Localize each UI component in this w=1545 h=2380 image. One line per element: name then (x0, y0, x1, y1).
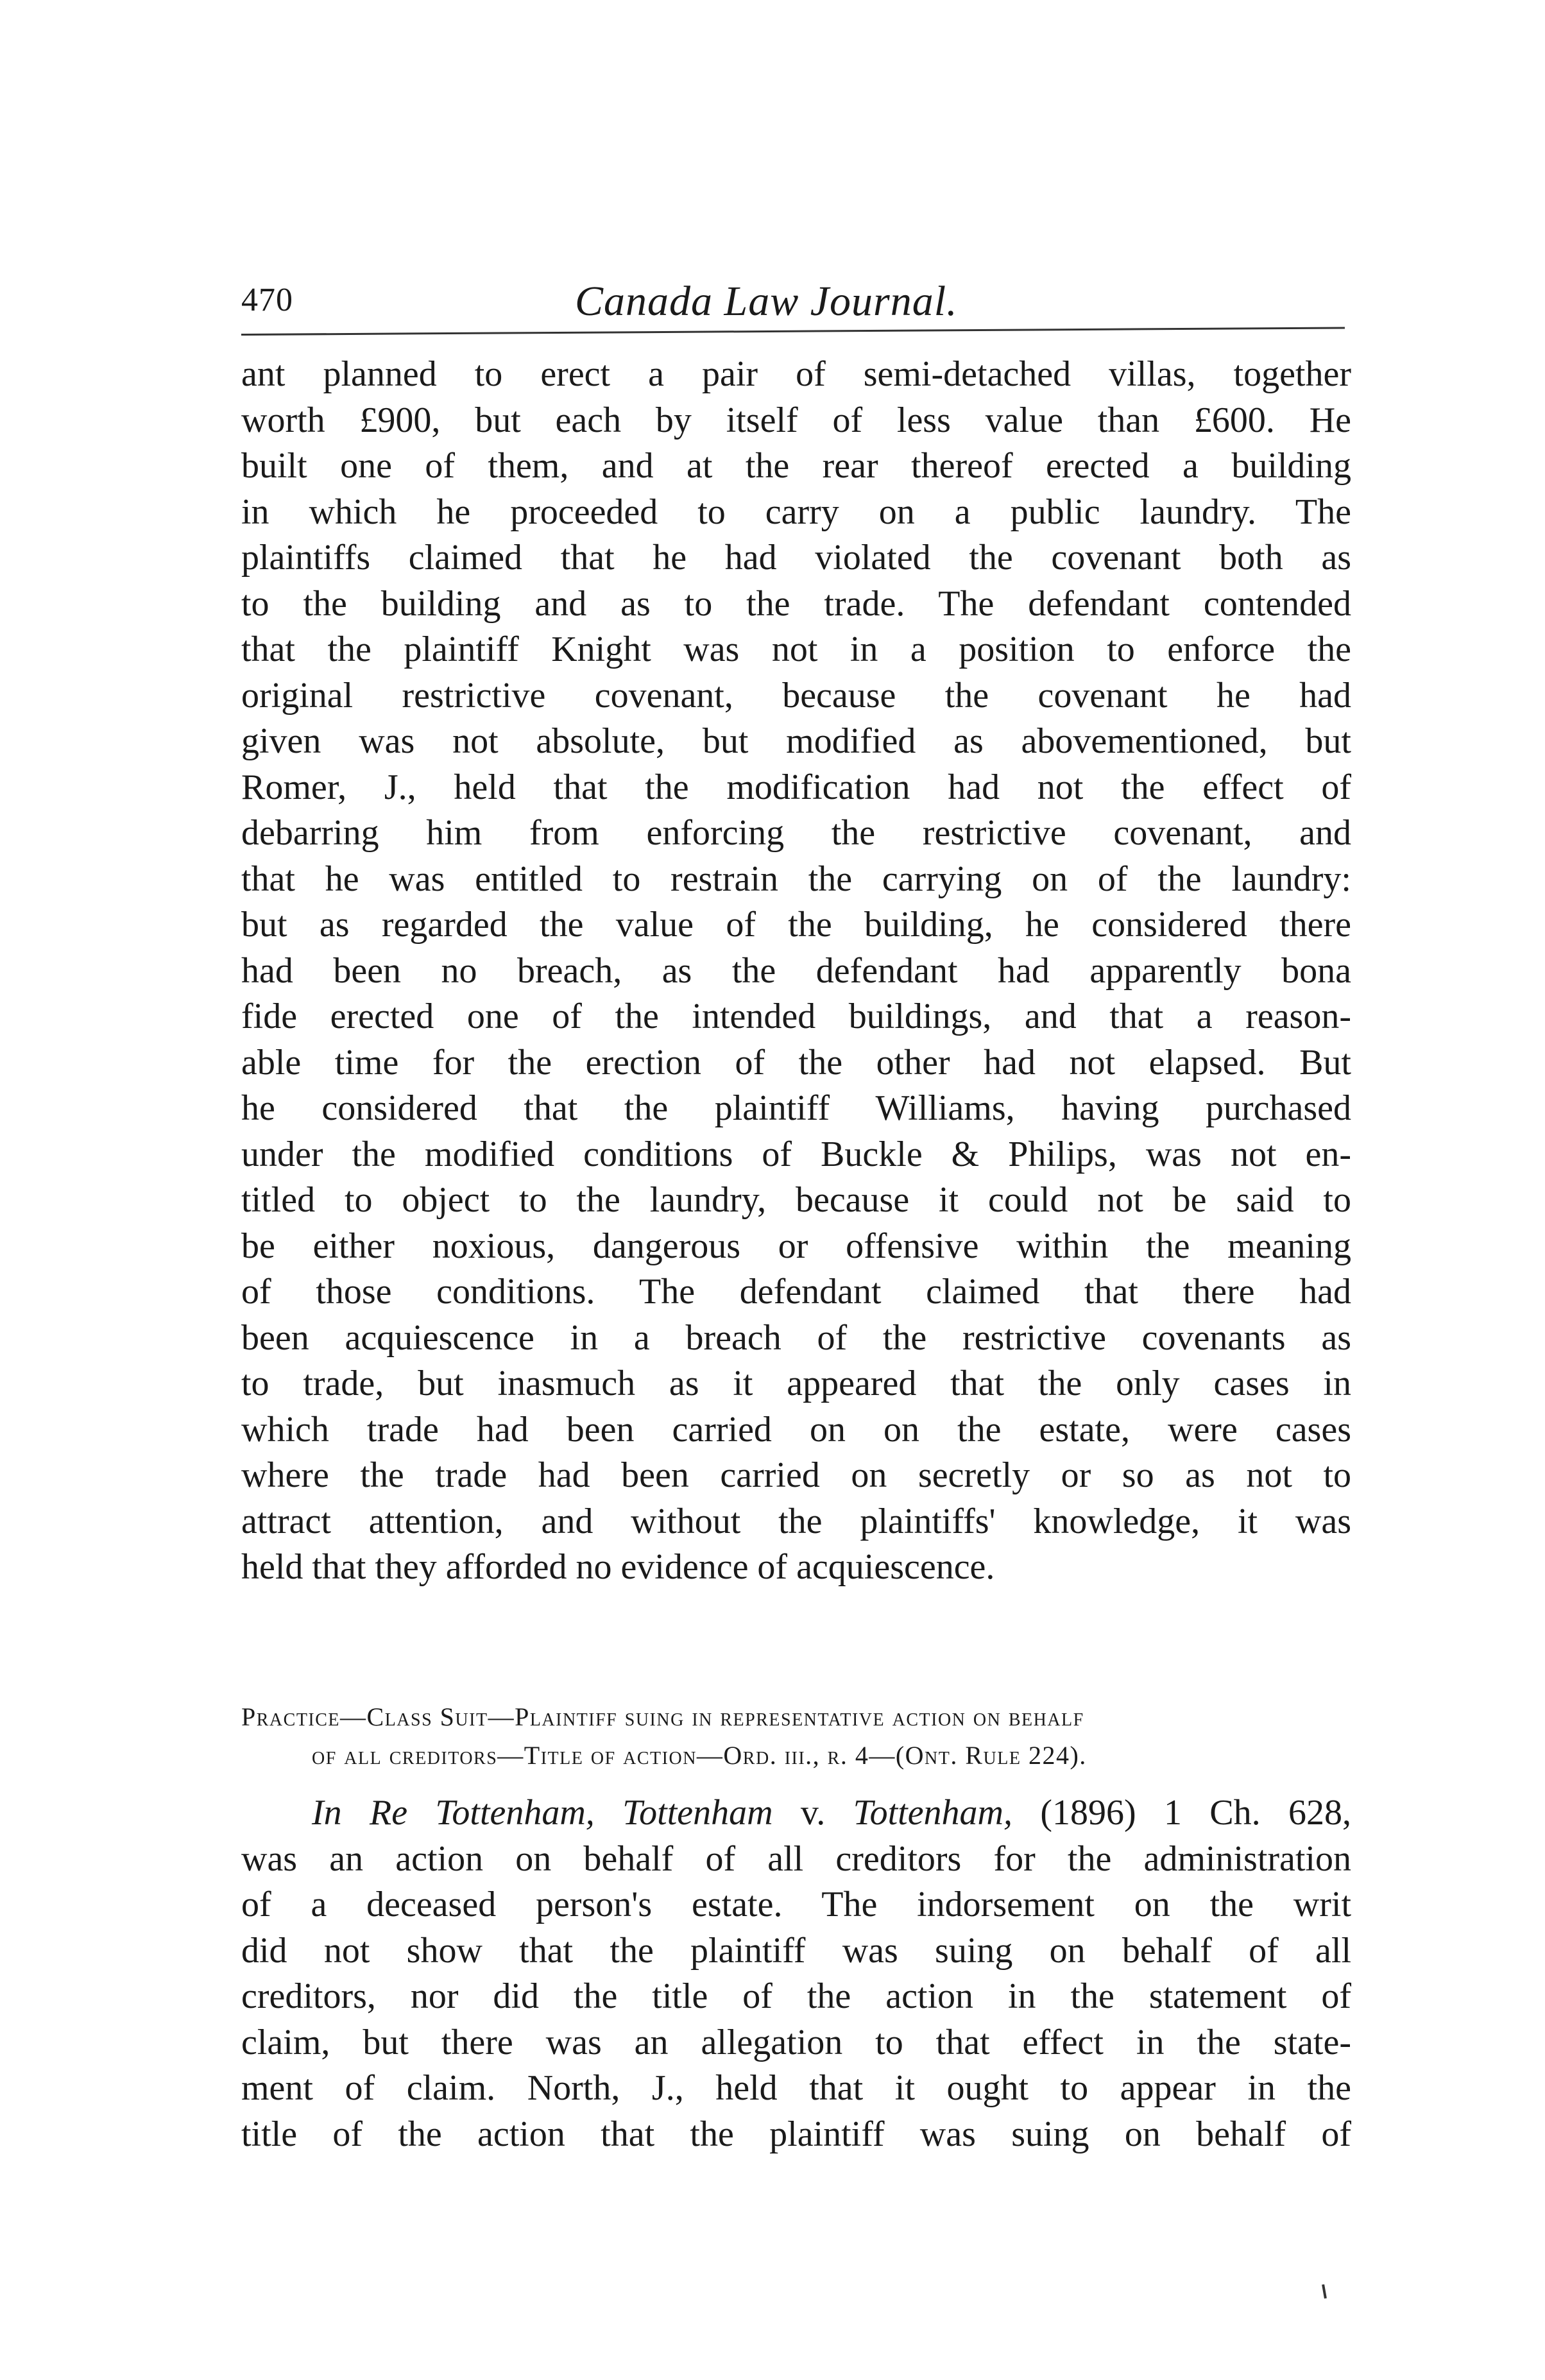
case-name: In Re Tottenham, Tottenham (312, 1793, 773, 1833)
text-line: did not show that the plaintiff was suing on behalf of all (241, 1930, 1351, 1971)
text-line: given was not absolute, but modified as abovementioned, but (241, 721, 1351, 761)
text-line: fide erected one of the intended buildings, and that a reason- (241, 997, 1351, 1036)
text-line: plaintiffs claimed that he had violated the covenant both as (241, 538, 1351, 578)
text-line: title of the action that the plaintiff was suing on behalf of (241, 2114, 1351, 2154)
text-line: ant planned to erect a pair of semi-detached villas, together (241, 354, 1351, 394)
header-rule (241, 327, 1345, 336)
text-line: to the building and as to the trade. The defendant contended (241, 583, 1351, 624)
stray-ink-mark (1322, 2284, 1327, 2299)
text-line: under the modified conditions of Buckle & Philips, was not en- (241, 1134, 1351, 1174)
text-line: held that they afforded no evidence of acquiescence. (241, 1547, 995, 1587)
text-line: been acquiescence in a breach of the restrictive covenants as (241, 1317, 1351, 1358)
body-paragraph (241, 352, 1351, 1591)
text-line: in which he proceeded to carry on a public laundry. The (241, 492, 1351, 532)
case-paragraph (241, 1790, 1351, 2157)
text-line: he considered that the plaintiff Williams, having purchased (241, 1088, 1351, 1128)
journal-title: Canada Law Journal. (575, 278, 958, 325)
case-reference: (1896) 1 Ch. 628, (1012, 1793, 1351, 1833)
case-versus: v. (772, 1793, 853, 1833)
text-line: where the trade had been carried on secretly or so as not to (241, 1455, 1351, 1495)
section-heading (241, 1698, 1351, 1775)
text-line: had been no breach, as the defendant had apparently bona (241, 950, 1351, 991)
text-line: original restrictive covenant, because the covenant he had (241, 675, 1351, 715)
case-citation-line (241, 1790, 1351, 1836)
text-line: Romer, J., held that the modification had not the effect of (241, 767, 1351, 807)
text-line: worth £900, but each by itself of less value than £600. He (241, 400, 1351, 440)
text-line: debarring him from enforcing the restrictive covenant, and (241, 813, 1351, 853)
text-line: claim, but there was an allegation to that effect in the state- (241, 2022, 1351, 2062)
text-line: was an action on behalf of all creditors for the administration (241, 1838, 1351, 1879)
text-line: that the plaintiff Knight was not in a position to enforce the (241, 629, 1351, 669)
text-line: of a deceased person's estate. The indorsement on the writ (241, 1885, 1351, 1924)
text-line: titled to object to the laundry, because it could not be said to (241, 1180, 1351, 1220)
section-heading-line: of all creditors—Title of action—Ord. iii., r. 4—(Ont. Rule 224). (312, 1741, 1087, 1770)
text-line: attract attention, and without the plaintiffs' knowledge, it was (241, 1501, 1351, 1541)
text-line: able time for the erection of the other had not elapsed. But (241, 1042, 1351, 1083)
text-line: ment of claim. North, J., held that it ought to appear in the (241, 2068, 1351, 2108)
text-line: to trade, but inasmuch as it appeared that the only cases in (241, 1364, 1351, 1403)
text-line: be either noxious, dangerous or offensive within the meaning (241, 1226, 1351, 1266)
page-number: 470 (241, 282, 293, 318)
text-line: built one of them, and at the rear thereof erected a building (241, 446, 1351, 486)
text-line: that he was entitled to restrain the carrying on of the laundry: (241, 859, 1351, 899)
running-head (241, 270, 1345, 340)
case-party: Tottenham, (853, 1793, 1012, 1833)
text-line: which trade had been carried on on the estate, were cases (241, 1409, 1351, 1450)
text-line: but as regarded the value of the building, he considered there (241, 905, 1351, 945)
text-line: of those conditions. The defendant claimed that there had (241, 1272, 1351, 1312)
section-heading-line: Practice—Class Suit—Plaintiff suing in representative action on behalf (241, 1702, 1084, 1731)
text-line: creditors, nor did the title of the action in the statement of (241, 1976, 1351, 2016)
